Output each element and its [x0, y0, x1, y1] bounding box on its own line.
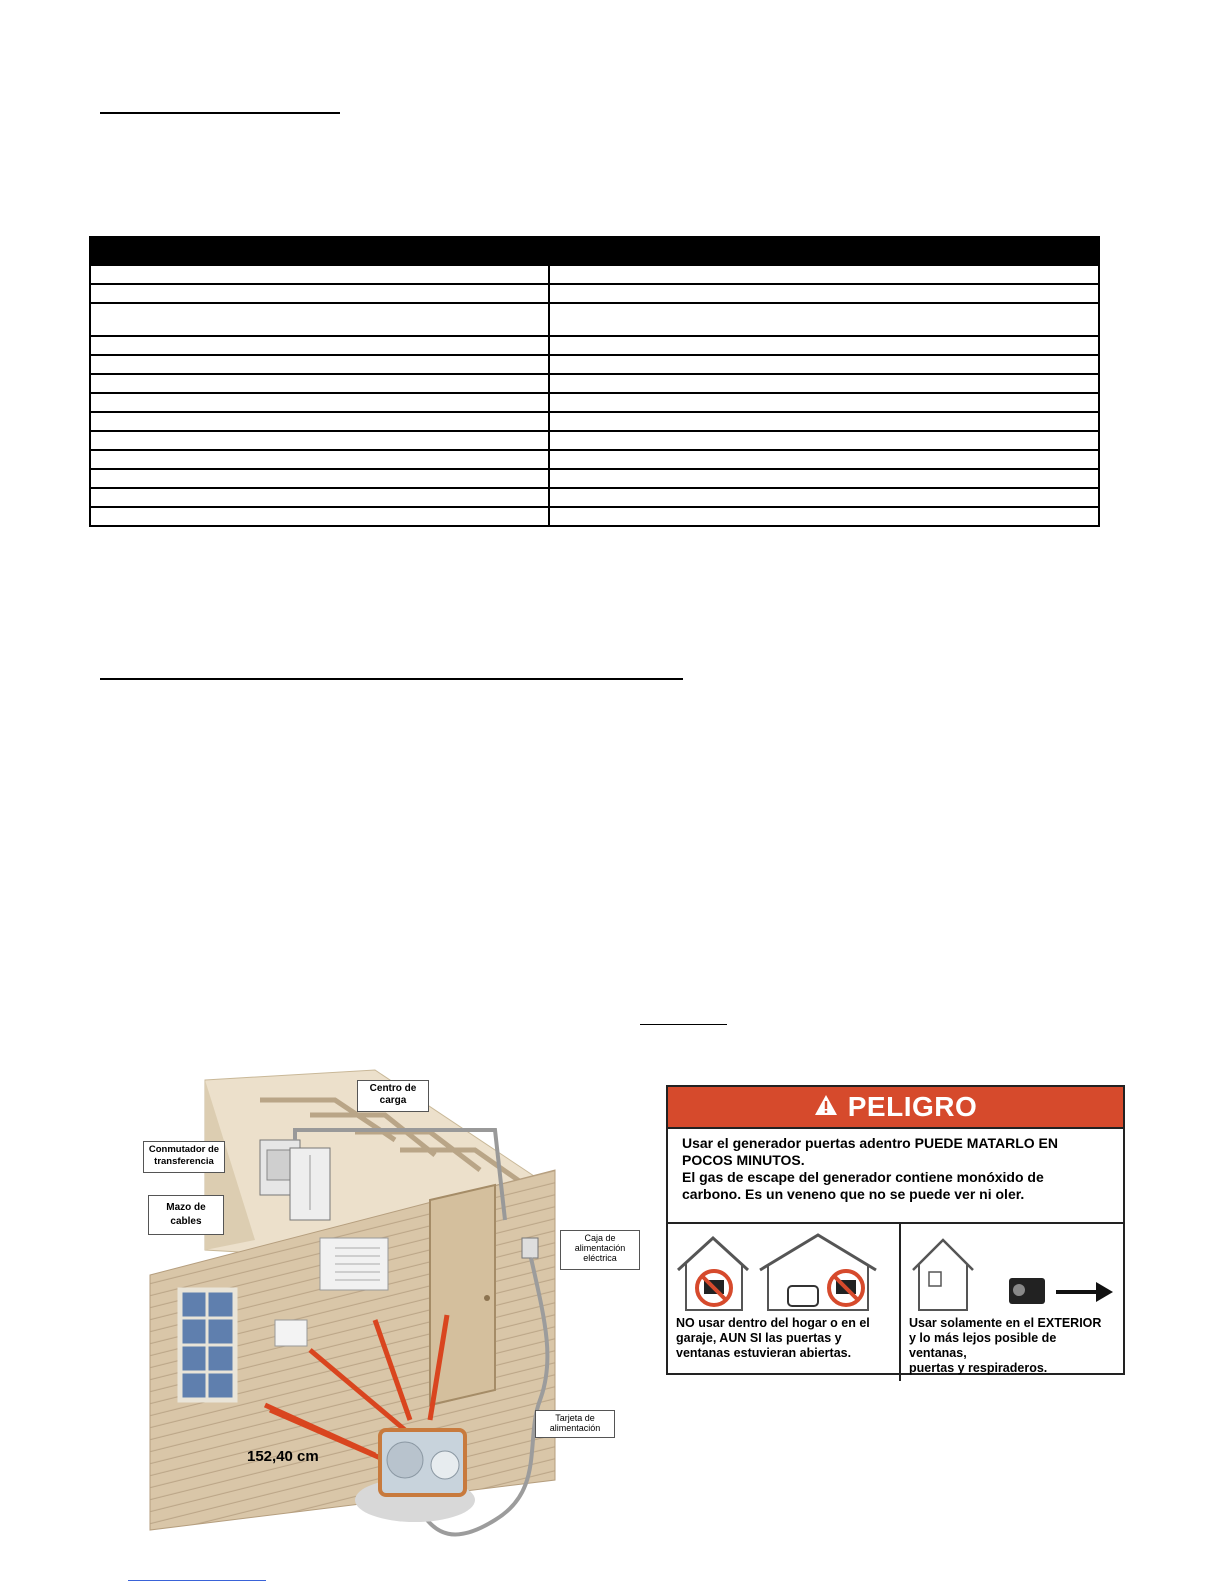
danger-line: El gas de escape del generador contiene monóxido de	[682, 1169, 1044, 1185]
table-cell	[90, 336, 549, 355]
table-row	[90, 336, 1099, 355]
table-cell	[90, 507, 549, 526]
installation-illustration	[135, 1060, 655, 1570]
danger-message	[668, 1129, 1123, 1224]
panel-line: y lo más lejos posible de ventanas,	[909, 1331, 1057, 1360]
table-header-cell	[90, 237, 549, 265]
table-row	[90, 303, 1099, 336]
warning-triangle-icon	[814, 1091, 838, 1123]
table-cell	[549, 488, 1099, 507]
table-cell	[90, 431, 549, 450]
table-cell	[90, 374, 549, 393]
table-row	[90, 374, 1099, 393]
table-cell	[90, 284, 549, 303]
table-cell	[90, 488, 549, 507]
power-card-callout: Tarjeta de alimentación	[535, 1410, 615, 1438]
table-cell	[549, 507, 1099, 526]
panel-line: garaje, AUN SI las puertas y	[676, 1331, 842, 1345]
table-row	[90, 284, 1099, 303]
table-header-row	[90, 237, 1099, 265]
table-cell	[90, 469, 549, 488]
danger-panel-indoor	[668, 1224, 901, 1381]
table-row	[90, 507, 1099, 526]
section-heading-underline-1	[100, 112, 340, 114]
danger-line: POCOS MINUTOS.	[682, 1152, 805, 1168]
panel-line: NO usar dentro del hogar o en el	[676, 1316, 870, 1330]
table-cell	[549, 284, 1099, 303]
table-cell	[90, 265, 549, 284]
table-cell	[549, 469, 1099, 488]
table-cell	[549, 265, 1099, 284]
table-row	[90, 488, 1099, 507]
table-header-cell	[549, 237, 1099, 265]
table-row	[90, 265, 1099, 284]
table-cell	[90, 355, 549, 374]
table-cell	[90, 303, 549, 336]
danger-header	[668, 1087, 1123, 1129]
danger-title: PELIGRO	[847, 1091, 978, 1122]
house-generator-drawing	[135, 1060, 655, 1570]
spec-table	[89, 236, 1100, 527]
table-row	[90, 393, 1099, 412]
power-box-callout: Caja de alimentación eléctrica	[560, 1230, 640, 1270]
load-center-callout: Centro de carga	[357, 1080, 429, 1112]
danger-line: Usar el generador puertas adentro PUEDE MATARLO EN	[682, 1135, 1058, 1151]
table-row	[90, 469, 1099, 488]
outdoor-use-icon	[901, 1230, 1127, 1320]
power-inlet-box	[522, 1238, 538, 1258]
table-cell	[90, 450, 549, 469]
table-cell	[549, 431, 1099, 450]
panel-line: Usar solamente en el EXTERIOR	[909, 1316, 1102, 1330]
footer-link-underline	[128, 1580, 266, 1581]
table-cell	[90, 393, 549, 412]
table-row	[90, 450, 1099, 469]
distance-label: 152,40 cm	[247, 1448, 319, 1465]
table-row	[90, 412, 1099, 431]
panel-line: puertas y respiraderos.	[909, 1361, 1048, 1375]
table-cell	[549, 393, 1099, 412]
danger-sign	[666, 1085, 1125, 1375]
table-cell	[549, 355, 1099, 374]
table-row	[90, 355, 1099, 374]
wire-harness-callout: Mazo de cables	[148, 1195, 224, 1235]
no-indoor-use-icon	[668, 1230, 899, 1320]
table-row	[90, 431, 1099, 450]
table-cell	[549, 450, 1099, 469]
table-cell	[549, 374, 1099, 393]
inline-underline	[640, 1024, 727, 1025]
table-cell	[549, 336, 1099, 355]
section-heading-underline-2	[100, 678, 683, 680]
table-cell	[90, 412, 549, 431]
danger-panel-outdoor	[901, 1224, 1123, 1381]
table-cell	[549, 303, 1099, 336]
panel-line: ventanas estuvieran abiertas.	[676, 1346, 852, 1360]
vent	[275, 1320, 307, 1346]
table-cell	[549, 412, 1099, 431]
transfer-switch-callout: Conmutador de transferencia	[143, 1141, 225, 1173]
danger-line: carbono. Es un veneno que no se puede ver ni oler.	[682, 1186, 1025, 1202]
